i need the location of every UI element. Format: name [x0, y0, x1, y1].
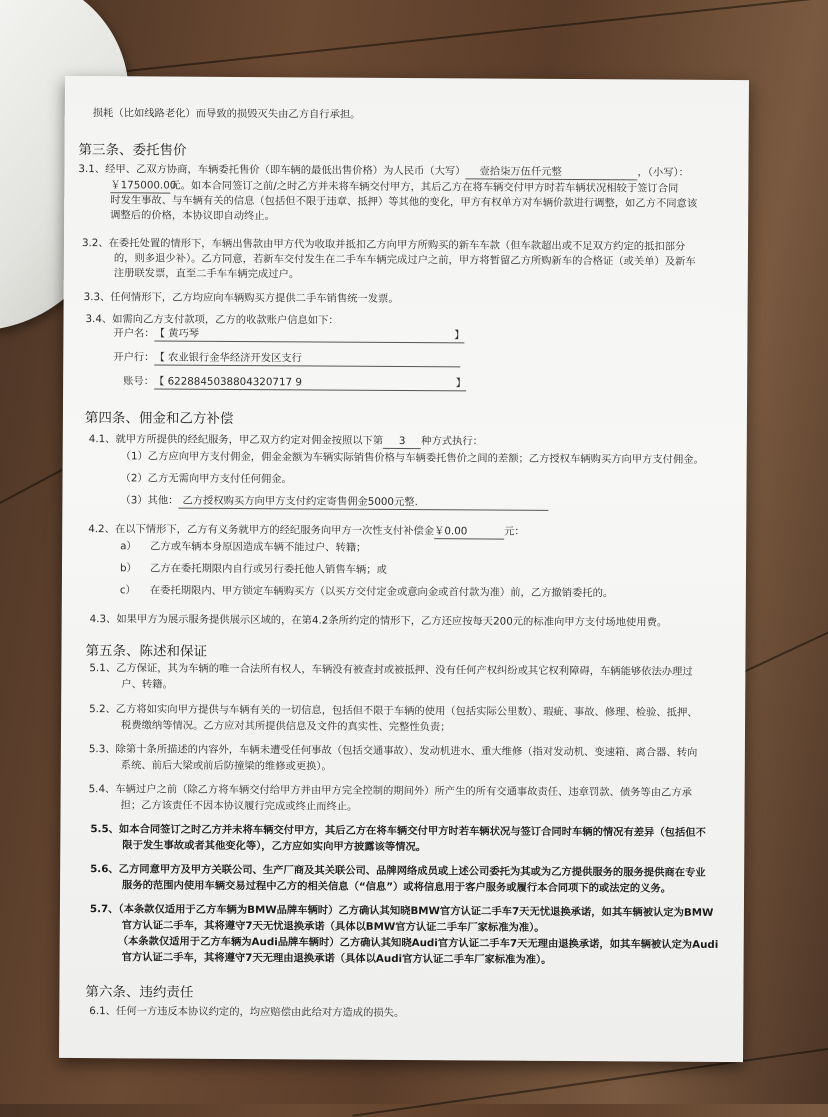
- account-no-value: 6228845038804320717 9: [167, 375, 302, 389]
- clause-5-4: 5.4、车辆过户之前（除乙方将车辆交付给甲方并由甲方完全控制的期间外）所产生的所有交通事故责任、违章罚款、债务等由乙方承: [88, 783, 692, 799]
- clause-4-2-text-b: 元：: [504, 525, 525, 538]
- clause-5-7-line3: （本条款仅适用于乙方车辆为Audi品牌车辆时）乙方确认其知晓Audi官方认证二手车7天无理由退换承诺，如其车辆被认定为Audi: [117, 935, 719, 951]
- clause-4-1-text: 4.1、就甲方所提供的经纪服务，甲乙双方约定对佣金按照以下第: [88, 433, 384, 447]
- account-bank-value: 农业银行金华经济开发区支行: [168, 351, 302, 365]
- account-name-field: 【 黄巧琴 】: [154, 327, 465, 342]
- account-name-value: 黄巧琴: [168, 327, 200, 340]
- clause-5-6-line2: 服务的范围内使用车辆交易过程中乙方的相关信息（“信息”）或将信息用于客户服务或履行本合同项下的或法定的义务。: [122, 879, 672, 895]
- clause-5-5: 5.5、如本合同签订之时乙方并未将车辆交付甲方，其后乙方在将车辆交付甲方时若车辆状况与签订合同时车辆的情况有差异（包括但不: [90, 823, 706, 839]
- clause-3-2-line3: 注册联发票，直至二手车车辆完成过户。: [113, 267, 300, 281]
- clause-3-1-line4: 调整后的价格，本协议即自动终止。: [110, 209, 275, 223]
- account-no-label: 账号：: [123, 375, 155, 388]
- amount-number: ￥175000.00: [110, 179, 177, 192]
- clause-5-7: 5.7、（本条款仅适用于乙方车辆为BMW品牌车辆时）乙方确认其知晓BMW官方认证二手车7天无忧退换承诺，如其车辆被认定为BMW: [89, 903, 714, 919]
- clause-4-2-a: [120, 539, 366, 555]
- item-a-label: a）: [120, 540, 137, 553]
- section6-title: 第六条、违约责任: [85, 984, 194, 1001]
- clause-4-2: [88, 522, 525, 540]
- clause-5-7-line4: 官方认证二手车，其将遵守7天无理由退换承诺（具体以Audi官方认证二手车厂家标准为准）。: [121, 951, 552, 966]
- item-b-text: 乙方在委托期限内自行或另行委托他人销售车辆；或: [149, 562, 387, 576]
- account-no-row: [123, 374, 466, 391]
- clause-4-2-c: [120, 583, 613, 600]
- clause-5-2: 5.2、乙方将如实向甲方提供与车辆有关的一切信息，包括但不限于车辆的使用（包括实际公里数）、瑕疵、事故、修理、检验、抵押、: [89, 703, 698, 719]
- commission-option-3-field: 乙方授权购买方向甲方支付约定寄售佣金5000元整.: [178, 494, 548, 511]
- clause-5-7-line2: 官方认证二手车，其将遵守7天无忧退换承诺（具体以BMW官方认证二手车厂家标准为准）。: [121, 919, 545, 934]
- clause-4-2-b: [120, 561, 387, 577]
- item-a-text: 乙方或车辆本身原因造成车辆不能过户、转籍；: [150, 540, 367, 554]
- account-bank-field: 【 农业银行金华经济开发区支行: [154, 350, 460, 367]
- clause-5-3-line2: 系统、前后大梁或前后防撞梁的维修或更换）。: [120, 759, 332, 773]
- clause-3-2-line2: 的，则多退少补）。乙方同意，若新车交付发生在二手车车辆完成过户之前，甲方将暂留乙方所购新车的合格证（或关单）及新车: [113, 252, 696, 268]
- clause-3-1-line3: 时发生事故、与车辆有关的信息（包括但不限于违章、抵押）等其他的变化，甲方有权单方对车辆价款进行调整，如乙方不同意该: [110, 194, 698, 210]
- commission-option-1: （1）乙方应向甲方支付佣金，佣金金额为车辆实际销售价格与车辆委托售价之间的差额；乙方授权车辆购买方向甲方支付佣金。: [120, 450, 704, 466]
- clause-4-1-text-b: 种方式执行：: [421, 435, 483, 448]
- amount-chinese: 壹拾柒万伍仟元整: [465, 164, 637, 180]
- account-no-field: 【 6228845038804320717 9 】: [153, 375, 467, 390]
- commission-option-3-label: （3）其他：: [120, 494, 179, 507]
- account-name-label: 开户名：: [113, 327, 155, 340]
- clause-5-4-line2: 担；乙方该责任不因本协议履行完成或终止而终止。: [120, 799, 358, 813]
- item-c-text: 在委托期限内、甲方锁定车辆购买方（以买方交付定金或意向金或首付款为准）前，乙方撤销委托的。: [149, 584, 614, 600]
- clause-3-1-text-b: ，（小写）：: [637, 166, 690, 179]
- clause-5-1-line2: 户、转籍。: [121, 678, 173, 691]
- commission-option-2: （2）乙方无需向甲方支付任何佣金。: [120, 472, 292, 486]
- clause-3-1-text: 3.1、经甲、乙双方协商，车辆委托售价（即车辆的最低出售价格）为人民币（大写）: [78, 163, 466, 178]
- clause-3-2: 3.2、在委托处置的情形下，车辆出售款由甲方代为收取并抵扣乙方向甲方所购买的新车车款（但车款超出或不足双方约定的抵扣部分: [81, 237, 686, 253]
- clause-6-1: 6.1、任何一方违反本协议约定的，均应赔偿由此给对方造成的损失。: [89, 1005, 405, 1020]
- item-c-label: c）: [119, 584, 136, 597]
- clause-3-4: 3.4、如需向乙方支付款项，乙方的收款账户信息如下：: [85, 313, 339, 327]
- item-b-label: b）: [119, 562, 137, 575]
- account-bank-label: 开户行：: [113, 351, 155, 364]
- clause-4-1: [89, 432, 483, 449]
- compensation-amount: ￥0.00: [434, 524, 504, 539]
- clause-5-5-line2: 限于发生事故或者其他变化等），乙方应如实向甲方披露该等情况。: [122, 839, 427, 854]
- account-name-row: [113, 326, 464, 343]
- commission-option: 3: [383, 434, 421, 449]
- section4-title: 第四条、佣金和乙方补偿: [84, 410, 234, 427]
- clause-5-1: 5.1、乙方保证，其为车辆的唯一合法所有权人，车辆没有被查封或被抵押、没有任何产权纠纷或其它权利障碍，车辆能够依法办理过: [89, 662, 693, 678]
- clause-4-3: 4.3、如果甲方为展示服务提供展示区域的，在第4.2条所约定的情形下，乙方还应按每天200元的标准向甲方支付场地使用费。: [89, 613, 668, 629]
- clause-5-2-line2: 税费缴纳等情况。乙方应对其所提供信息及文件的真实性、完整性负责；: [121, 719, 451, 734]
- account-bank-row: [113, 350, 460, 367]
- section5-title: 第五条、陈述和保证: [85, 643, 208, 660]
- contract-page: [59, 76, 749, 1062]
- clause-3-1-text-c: 元。如本合同签订之前/之时乙方并未将车辆交付甲方，其后乙方在将车辆交付甲方时若车辆状况相较于签订合同: [170, 179, 679, 195]
- clause-3-3: 3.3、任何情形下，乙方均应向车辆购买方提供二手车销售统一发票。: [83, 291, 399, 305]
- clause-5-3: 5.3、除第十条所描述的内容外，车辆未遭受任何事故（包括交通事故）、发动机进水、重大维修（指对发动机、变速箱、离合器、转向: [88, 743, 698, 759]
- commission-option-3: [120, 493, 548, 511]
- clause-4-2-text: 4.2、在以下情形下，乙方有义务就甲方的经纪服务向甲方一次性支付补偿金: [88, 523, 435, 538]
- section3-title: 第三条、委托售价: [78, 142, 187, 159]
- clause-5-6: 5.6、乙方同意甲方及甲方关联公司、生产厂商及其关联公司、品牌网络成员或上述公司委托为其或为乙方提供服务的服务提供商在专业: [90, 863, 706, 879]
- intro-line: 损耗（比如线路老化）而导致的损毁灭失由乙方自行承担。: [92, 107, 361, 121]
